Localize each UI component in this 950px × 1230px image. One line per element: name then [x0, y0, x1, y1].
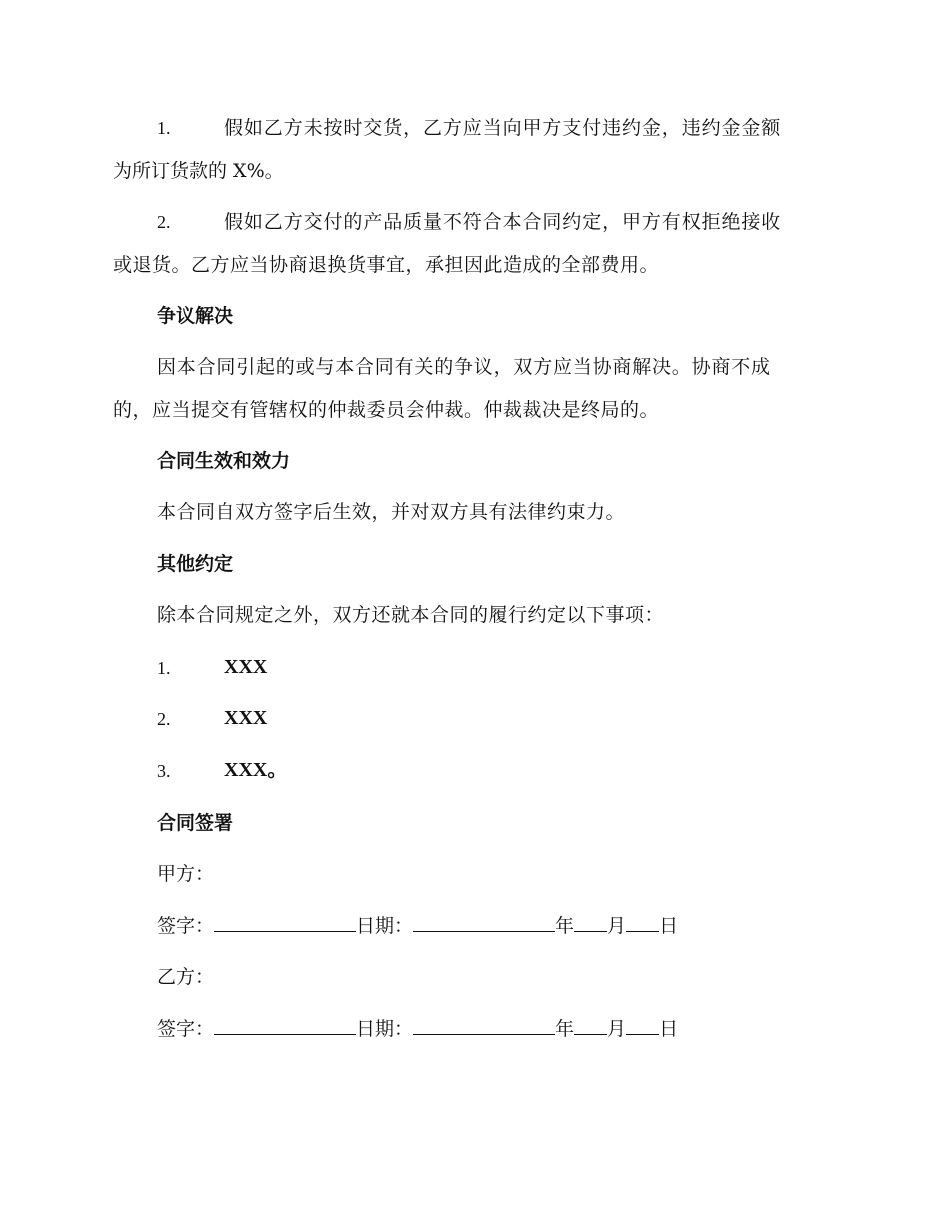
party-a-label: 甲方：	[157, 863, 215, 885]
month-blank[interactable]	[574, 913, 607, 932]
penalty-item-2-line-2: 或退货。乙方应当协商退换货事宜，承担因此造成的全部费用。	[113, 254, 660, 276]
section-heading-other: 其他约定	[157, 553, 234, 575]
party-b-label: 乙方：	[157, 966, 215, 988]
date-label: 日期：	[356, 915, 414, 937]
list-number: 2.	[157, 709, 171, 729]
date-blank[interactable]	[413, 913, 555, 932]
dispute-line-1: 因本合同引起的或与本合同有关的争议，双方应当协商解决。协商不成	[157, 356, 771, 378]
other-intro: 除本合同规定之外，双方还就本合同的履行约定以下事项：	[157, 604, 665, 626]
signature-row-party-a	[157, 912, 678, 940]
date-label: 日期：	[356, 1018, 414, 1040]
other-item-text: XXX	[224, 707, 268, 729]
sign-label: 签字：	[157, 1018, 215, 1040]
section-heading-dispute: 争议解决	[157, 305, 234, 327]
signature-blank[interactable]	[214, 913, 356, 932]
list-number: 1.	[157, 118, 171, 138]
other-item-text: XXX。	[224, 759, 288, 781]
sign-label: 签字：	[157, 915, 215, 937]
list-number: 1.	[157, 658, 171, 678]
list-number: 2.	[157, 212, 171, 232]
month-label: 月	[607, 915, 627, 937]
day-blank[interactable]	[626, 913, 659, 932]
year-label: 年	[555, 915, 575, 937]
penalty-item-2-line-1: 假如乙方交付的产品质量不符合本合同约定，甲方有权拒绝接收	[224, 211, 782, 233]
year-label: 年	[555, 1018, 575, 1040]
penalty-item-1-line-1: 假如乙方未按时交货，乙方应当向甲方支付违约金，违约金金额	[224, 117, 782, 139]
signature-row-party-b	[157, 1015, 678, 1043]
list-number: 3.	[157, 761, 171, 781]
effect-text: 本合同自双方签字后生效，并对双方具有法律约束力。	[157, 501, 626, 523]
section-heading-signing: 合同签署	[157, 812, 234, 834]
penalty-item-1-line-2: 为所订货款的 X%。	[113, 160, 284, 182]
signature-blank[interactable]	[214, 1016, 356, 1035]
day-blank[interactable]	[626, 1016, 659, 1035]
date-blank[interactable]	[413, 1016, 555, 1035]
day-label: 日	[659, 915, 679, 937]
month-blank[interactable]	[574, 1016, 607, 1035]
other-item-text: XXX	[224, 656, 268, 678]
dispute-line-2: 的，应当提交有管辖权的仲裁委员会仲裁。仲裁裁决是终局的。	[113, 399, 660, 421]
month-label: 月	[607, 1018, 627, 1040]
day-label: 日	[659, 1018, 679, 1040]
section-heading-effect: 合同生效和效力	[157, 450, 291, 472]
